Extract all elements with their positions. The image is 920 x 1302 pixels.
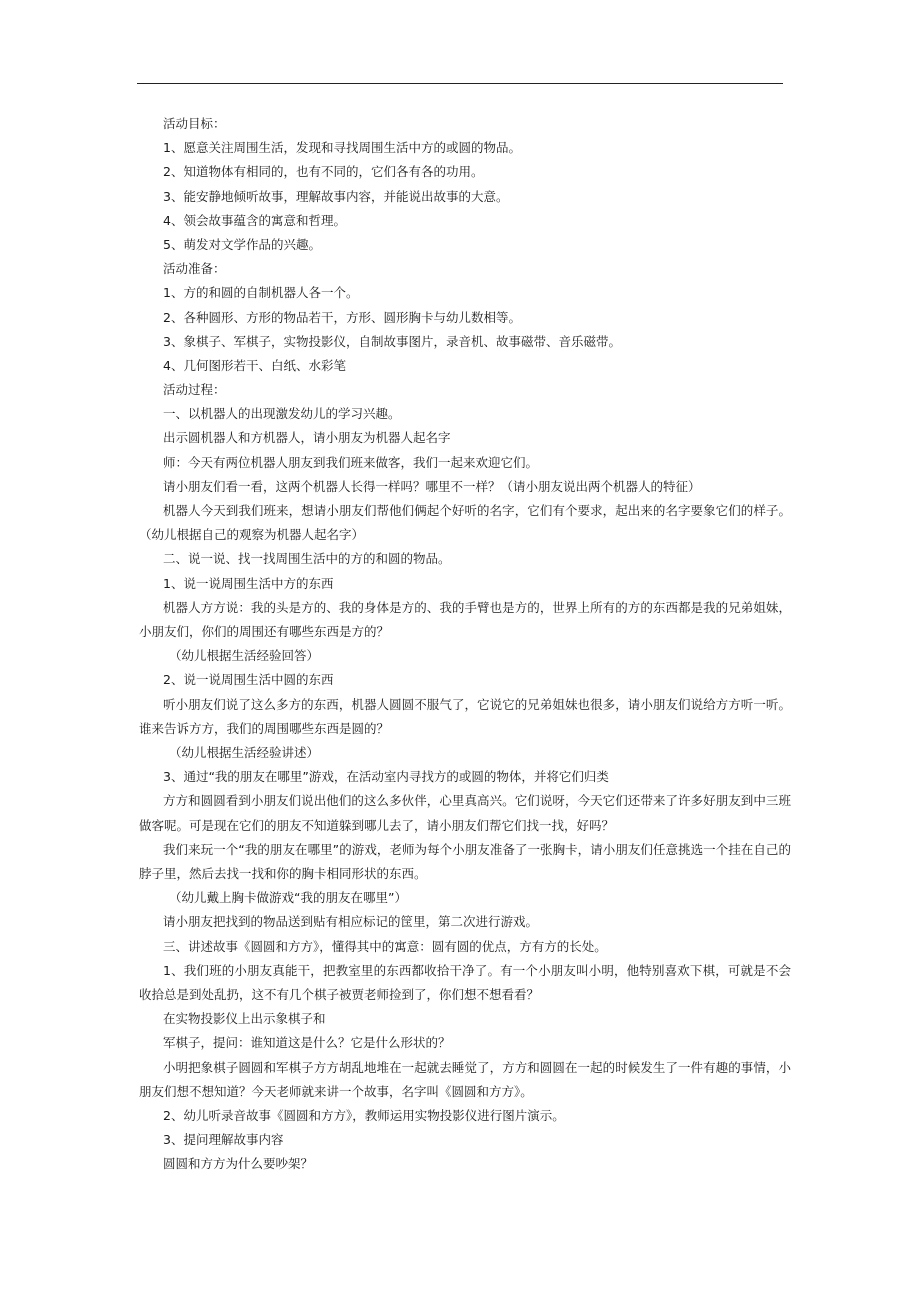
paragraph: （幼儿戴上胸卡做游戏“我的朋友在哪里”）: [169, 890, 407, 906]
paragraph: 出示圆机器人和方机器人，请小朋友为机器人起名字: [163, 430, 451, 446]
paragraph: 小明把象棋子圆圆和军棋子方方胡乱地堆在一起就去睡觉了，方方和圆圆在一起的时候发生了一件有趣的事情，小朋友们想不想知道？今天老师就来讲一个故事，名字叫《圆圆和方方》。: [139, 1059, 791, 1099]
paragraph: 2、说一说周围生活中圆的东西: [163, 672, 334, 688]
paragraph: 3、能安静地倾听故事，理解故事内容，并能说出故事的大意。: [163, 188, 509, 204]
paragraph: 1、愿意关注周围生活，发现和寻找周围生活中方的或圆的物品。: [163, 140, 521, 156]
paragraph: 4、领会故事蕴含的寓意和哲理。: [163, 212, 346, 228]
header-rule: [137, 83, 783, 84]
document-body: [139, 112, 791, 1176]
paragraph: 3、象棋子、军棋子，实物投影仪，自制故事图片，录音机、故事磁带、音乐磁带。: [163, 333, 621, 349]
paragraph: 1、方的和圆的自制机器人各一个。: [163, 285, 359, 301]
paragraph: 师：今天有两位机器人朋友到我们班来做客，我们一起来欢迎它们。: [163, 454, 539, 470]
paragraph: （幼儿根据生活经验回答）: [169, 648, 320, 664]
section-heading-preparation: 活动准备：: [163, 261, 226, 277]
paragraph: 我们来玩一个“我的朋友在哪里”的游戏，老师为每个小朋友准备了一张胸卡，请小朋友们任意挑选一个挂在自己的脖子里，然后去找一找和你的胸卡相同形状的东西。: [139, 841, 791, 881]
paragraph: 机器人方方说：我的头是方的、我的身体是方的、我的手臂也是方的，世界上所有的方的东西都是我的兄弟姐妹，小朋友们，你们的周围还有哪些东西是方的？: [139, 599, 791, 639]
paragraph: 在实物投影仪上出示象棋子和: [163, 1011, 326, 1027]
section-heading-process: 活动过程：: [163, 382, 226, 398]
paragraph: 军棋子，提问：谁知道这是什么？它是什么形状的？: [163, 1035, 451, 1051]
paragraph: 听小朋友们说了这么多方的东西，机器人圆圆不服气了，它说它的兄弟姐妹也很多，请小朋友们说给方方听一听。谁来告诉方方，我们的周围哪些东西是圆的？: [139, 696, 791, 736]
paragraph: 1、说一说周围生活中方的东西: [163, 575, 334, 591]
paragraph: 三、讲述故事《圆圆和方方》，懂得其中的寓意：圆有圆的优点，方有方的长处。: [163, 938, 607, 954]
paragraph: 请小朋友把找到的物品送到贴有相应标记的筐里，第二次进行游戏。: [163, 914, 539, 930]
section-heading-goals: 活动目标：: [163, 116, 226, 131]
paragraph: 2、幼儿听录音故事《圆圆和方方》，教师运用实物投影仪进行图片演示。: [163, 1107, 565, 1123]
paragraph: 一、以机器人的出现激发幼儿的学习兴趣。: [163, 406, 401, 422]
paragraph: 2、知道物体有相同的，也有不同的，它们各有各的功用。: [163, 164, 484, 180]
paragraph: 请小朋友们看一看，这两个机器人长得一样吗？哪里不一样？（请小朋友说出两个机器人的特征）: [163, 478, 701, 494]
paragraph: 圆圆和方方为什么要吵架？: [163, 1156, 314, 1172]
paragraph: 5、萌发对文学作品的兴趣。: [163, 236, 321, 252]
paragraph: 4、几何图形若干、白纸、水彩笔: [163, 357, 346, 373]
paragraph: 3、通过“我的朋友在哪里”游戏，在活动室内寻找方的或圆的物体，并将它们归类: [163, 769, 609, 785]
paragraph: （幼儿根据生活经验讲述）: [169, 744, 320, 760]
paragraph: 方方和圆圆看到小朋友们说出他们的这么多伙伴，心里真高兴。它们说呀，今天它们还带来了许多好朋友到中三班做客呢。可是现在它们的朋友不知道躲到哪儿去了，请小朋友们帮它们找一找，好吗？: [139, 793, 791, 833]
paragraph: 1、我们班的小朋友真能干，把教室里的东西都收拾干净了。有一个小朋友叫小明，他特别喜欢下棋，可就是不会收拾总是到处乱扔，这不有几个棋子被贾老师捡到了，你们想不想看看？: [139, 962, 791, 1002]
paragraph: 3、提问理解故事内容: [163, 1132, 284, 1148]
paragraph: 二、说一说、找一找周围生活中的方的和圆的物品。: [163, 551, 451, 567]
paragraph: 机器人今天到我们班来，想请小朋友们帮他们俩起个好听的名字，它们有个要求，起出来的名字要象它们的样子。（幼儿根据自己的观察为机器人起名字）: [139, 503, 791, 543]
paragraph: 2、各种圆形、方形的物品若干，方形、圆形胸卡与幼儿数相等。: [163, 309, 521, 325]
